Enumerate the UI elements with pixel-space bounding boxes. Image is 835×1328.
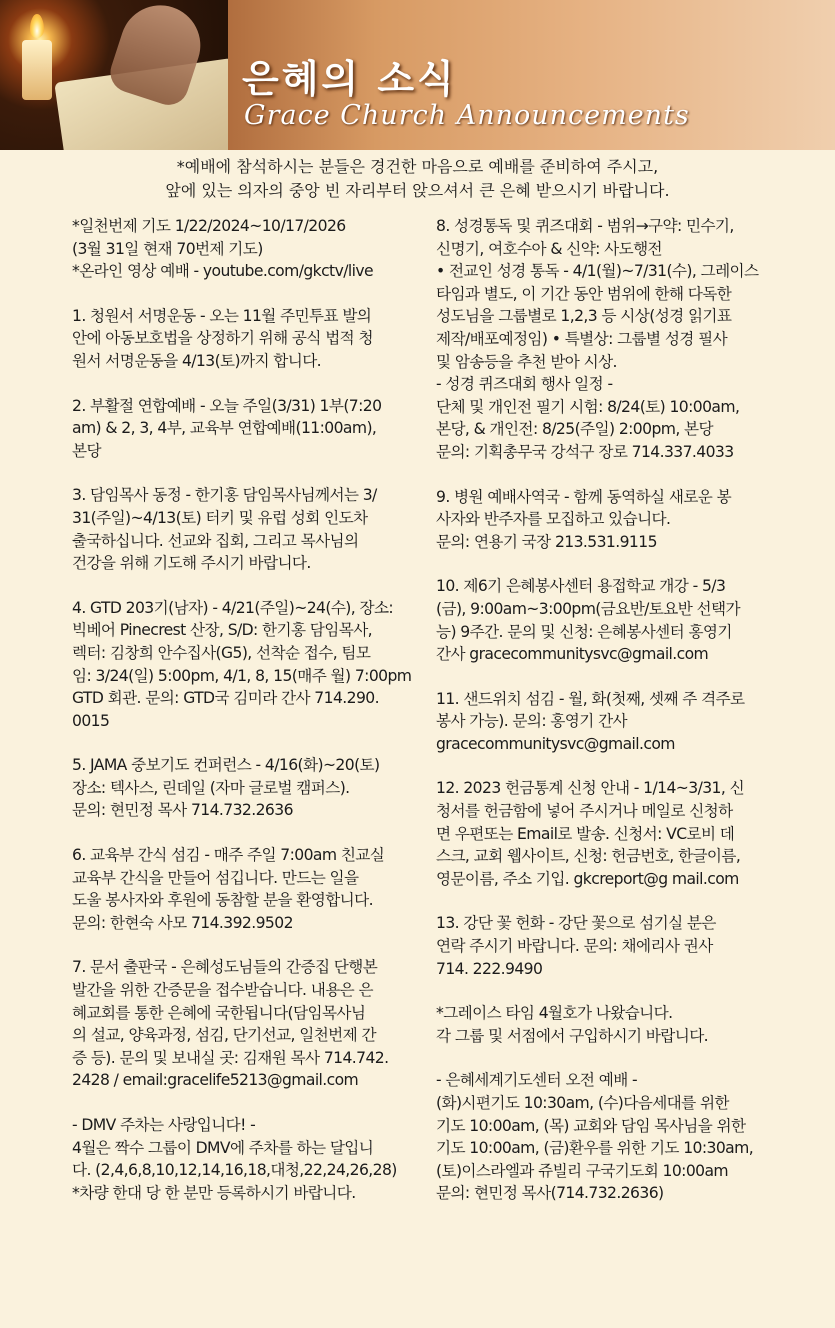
- announcement-line: 본당, & 개인전: 8/25(주일) 2:00pm, 본당: [436, 420, 713, 439]
- announcement-line: 장소: 텍사스, 린데일 (자마 글로벌 캠퍼스).: [72, 778, 350, 797]
- notice-line: *예배에 참석하시는 분들은 경건한 마음으로 예배를 준비하여 주시고,: [176, 157, 659, 176]
- announcement-line: 3. 담임목사 동정 - 한기홍 담임목사님께서는 3/: [72, 486, 377, 505]
- announcement-line: 다. (2,4,6,8,10,12,14,16,18,대청,22,24,26,28): [72, 1161, 397, 1180]
- announcement-line: *일천번제 기도 1/22/2024~10/17/2026: [72, 217, 346, 235]
- announcement-line: 1. 청원서 서명운동 - 오는 11월 주민투표 발의: [72, 306, 372, 325]
- announcement-line: 원서 서명운동을 4/13(토)까지 합니다.: [72, 351, 322, 370]
- announcement-line: (금), 9:00am~3:00pm(금요반/토요반 선택가: [436, 599, 740, 618]
- announcement-line: 및 암송등을 추천 받아 시상.: [436, 352, 617, 371]
- announcement-line: *차량 한대 당 한 분만 등록하시기 바랍니다.: [72, 1183, 356, 1202]
- announcement-item: [72, 1114, 472, 1204]
- announcement-item: [72, 484, 472, 574]
- announcement-line: 문의: 기획총무국 강석구 장로 714.337.4033: [436, 442, 734, 461]
- announcement-line: 신명기, 여호수아 & 신약: 사도행전: [436, 239, 663, 258]
- announcement-line: 0015: [72, 711, 110, 730]
- announcement-item: [72, 754, 472, 822]
- page-subtitle: Grace Church Announcements: [244, 100, 690, 131]
- announcement-line: GTD 회관. 문의: GTD국 김미라 간사 714.290.: [72, 689, 379, 708]
- announcement-line: 31(주일)~4/13(토) 터키 및 유럽 성회 인도차: [72, 508, 368, 527]
- announcement-item: [436, 486, 824, 554]
- announcement-line: 문의: 연용기 국장 213.531.9115: [436, 532, 657, 551]
- announcement-line: 2428 / email:gracelife5213@gmail.com: [72, 1071, 359, 1090]
- announcement-line: 각 그룹 및 서점에서 구입하시기 바랍니다.: [436, 1026, 709, 1045]
- announcement-item: [72, 395, 472, 463]
- announcement-line: 성도님을 그룹별로 1,2,3 등 시상(성경 읽기표: [436, 307, 732, 326]
- announcement-line: 출국하십니다. 선교와 집회, 그리고 목사님의: [72, 531, 359, 550]
- candle-graphic: [22, 40, 52, 100]
- announcement-line: 면 우편또는 Email로 발송. 신청서: VC로비 데: [436, 824, 735, 843]
- announcement-item: [72, 215, 472, 283]
- announcement-line: 빅베어 Pinecrest 산장, S/D: 한기홍 담임목사,: [72, 621, 373, 640]
- announcement-line: 안에 아동보호법을 상정하기 위해 공식 법적 청: [72, 329, 373, 348]
- announcement-item: [72, 844, 472, 934]
- announcement-line: am) & 2, 3, 4부, 교육부 연합예배(11:00am),: [72, 419, 377, 438]
- announcement-line: 스크, 교회 웹사이트, 신청: 헌금번호, 한글이름,: [436, 847, 741, 866]
- announcement-item: [436, 912, 824, 980]
- announcement-line: 제작/배포예정임) • 특별상: 그룹별 성경 필사: [436, 329, 728, 348]
- announcement-item: [72, 956, 472, 1092]
- announcement-line: 증 등). 문의 및 보내실 곳: 김재원 목사 714.742.: [72, 1048, 389, 1067]
- header-banner: [0, 0, 835, 150]
- announcement-line: 기도 10:00am, (목) 교회와 담임 목사님을 위한: [436, 1116, 746, 1135]
- announcement-line: 문의: 한현숙 사모 714.392.9502: [72, 913, 293, 932]
- announcement-line: (토)이스라엘과 쥬빌리 구국기도회 10:00am: [436, 1161, 729, 1180]
- announcement-line: 4. GTD 203기(남자) - 4/21(주일)~24(수), 장소:: [72, 598, 394, 617]
- announcement-line: 의 설교, 양육과정, 섬김, 단기선교, 일천번제 간: [72, 1026, 376, 1045]
- praying-hands-candle-photo: [0, 0, 228, 150]
- announcement-line: 10. 제6기 은혜봉사센터 용접학교 개강 - 5/3: [436, 577, 726, 596]
- announcement-line: 능) 9주간. 문의 및 신청: 은혜봉사센터 홍영기: [436, 622, 732, 641]
- announcement-line: 타임과 별도, 이 기간 동안 범위에 한해 다독한: [436, 284, 732, 303]
- announcement-line: gracecommunitysvc@gmail.com: [436, 734, 675, 753]
- announcement-line: 9. 병원 예배사역국 - 함께 동역하실 새로운 봉: [436, 487, 732, 506]
- announcement-line: 714. 222.9490: [436, 959, 543, 978]
- announcement-line: 8. 성경통독 및 퀴즈대회 - 범위→구약: 민수기,: [436, 217, 734, 235]
- notice-line: 앞에 있는 의자의 중앙 빈 자리부터 앉으셔서 큰 은혜 받으시기 바랍니다.: [165, 181, 670, 200]
- announcement-line: 본당: [72, 441, 101, 460]
- announcement-item: [436, 575, 824, 665]
- announcement-line: 사자와 반주자를 모집하고 있습니다.: [436, 510, 671, 529]
- announcement-line: 13. 강단 꽃 헌화 - 강단 꽃으로 섬기실 분은: [436, 914, 716, 933]
- announcement-line: 6. 교육부 간식 섬김 - 매주 주일 7:00am 친교실: [72, 846, 385, 865]
- announcement-line: 5. JAMA 중보기도 컨퍼런스 - 4/16(화)~20(토): [72, 756, 380, 775]
- announcements-left-column: [72, 215, 472, 1226]
- announcement-line: - 은혜세계기도센터 오전 예배 -: [436, 1071, 638, 1090]
- announcement-line: 2. 부활절 연합예배 - 오늘 주일(3/31) 1부(7:20: [72, 396, 382, 415]
- announcement-line: *그레이스 타임 4월호가 나왔습니다.: [436, 1004, 673, 1023]
- announcement-item: [436, 688, 824, 756]
- announcements-right-column: [436, 215, 824, 1227]
- announcement-line: 문의: 현민정 목사(714.732.2636): [436, 1184, 664, 1203]
- announcement-item: [72, 597, 472, 733]
- announcement-line: *온라인 영상 예배 - youtube.com/gkctv/live: [72, 262, 373, 281]
- announcement-line: 교육부 간식을 만들어 섬깁니다. 만드는 일을: [72, 868, 359, 887]
- announcement-line: 건강을 위해 기도해 주시기 바랍니다.: [72, 554, 311, 573]
- announcement-item: [436, 777, 824, 890]
- announcement-line: 4월은 짝수 그룹이 DMV에 주차를 하는 달입니: [72, 1138, 374, 1157]
- announcement-line: 청서를 헌금함에 넣어 주시거나 메일로 신청하: [436, 802, 733, 821]
- announcement-line: 11. 샌드위치 섬김 - 월, 화(첫째, 셋째 주 격주로: [436, 689, 745, 708]
- announcement-line: 봉사 가능). 문의: 홍영기 간사: [436, 712, 628, 731]
- announcement-line: 발간을 위한 간증문을 접수받습니다. 내용은 은: [72, 981, 373, 1000]
- announcement-line: 7. 문서 출판국 - 은혜성도님들의 간증집 단행본: [72, 958, 378, 977]
- announcement-line: 단체 및 개인전 필기 시험: 8/24(토) 10:00am,: [436, 397, 740, 416]
- announcement-line: - DMV 주차는 사랑입니다! -: [72, 1116, 256, 1134]
- page-title: 은혜의 소식: [242, 57, 457, 101]
- announcement-line: 연락 주시기 바랍니다. 문의: 채에리사 권사: [436, 937, 713, 956]
- worship-notice: [0, 155, 835, 203]
- announcement-item: [72, 305, 472, 373]
- announcement-line: 문의: 현민정 목사 714.732.2636: [72, 801, 293, 820]
- announcement-line: 12. 2023 헌금통계 신청 안내 - 1/14~3/31, 신: [436, 779, 745, 798]
- announcement-line: 혜교회를 통한 은혜에 국한됩니다(담임목사님: [72, 1003, 366, 1022]
- announcement-line: (화)시편기도 10:30am, (수)다음세대를 위한: [436, 1094, 729, 1112]
- announcement-line: 도울 봉사자와 후원에 동참할 분을 환영합니다.: [72, 891, 373, 910]
- announcement-item: [436, 215, 824, 464]
- announcement-line: 기도 10:00am, (금)환우를 위한 기도 10:30am,: [436, 1139, 754, 1158]
- candle-flame-icon: [30, 14, 44, 38]
- announcement-line: 간사 gracecommunitysvc@gmail.com: [436, 645, 709, 664]
- announcement-line: - 성경 퀴즈대회 행사 일정 -: [436, 375, 613, 394]
- announcement-item: [436, 1002, 824, 1047]
- announcement-item: [436, 1069, 824, 1205]
- announcement-line: 임: 3/24(일) 5:00pm, 4/1, 8, 15(매주 월) 7:00pm: [72, 666, 412, 685]
- announcement-line: (3월 31일 현재 70번제 기도): [72, 239, 263, 258]
- announcement-line: 렉터: 김창희 안수집사(G5), 선착순 접수, 팀모: [72, 643, 371, 662]
- announcement-line: 영문이름, 주소 기입. gkcreport@g mail.com: [436, 869, 739, 888]
- announcement-line: • 전교인 성경 통독 - 4/1(월)~7/31(수), 그레이스: [436, 262, 759, 281]
